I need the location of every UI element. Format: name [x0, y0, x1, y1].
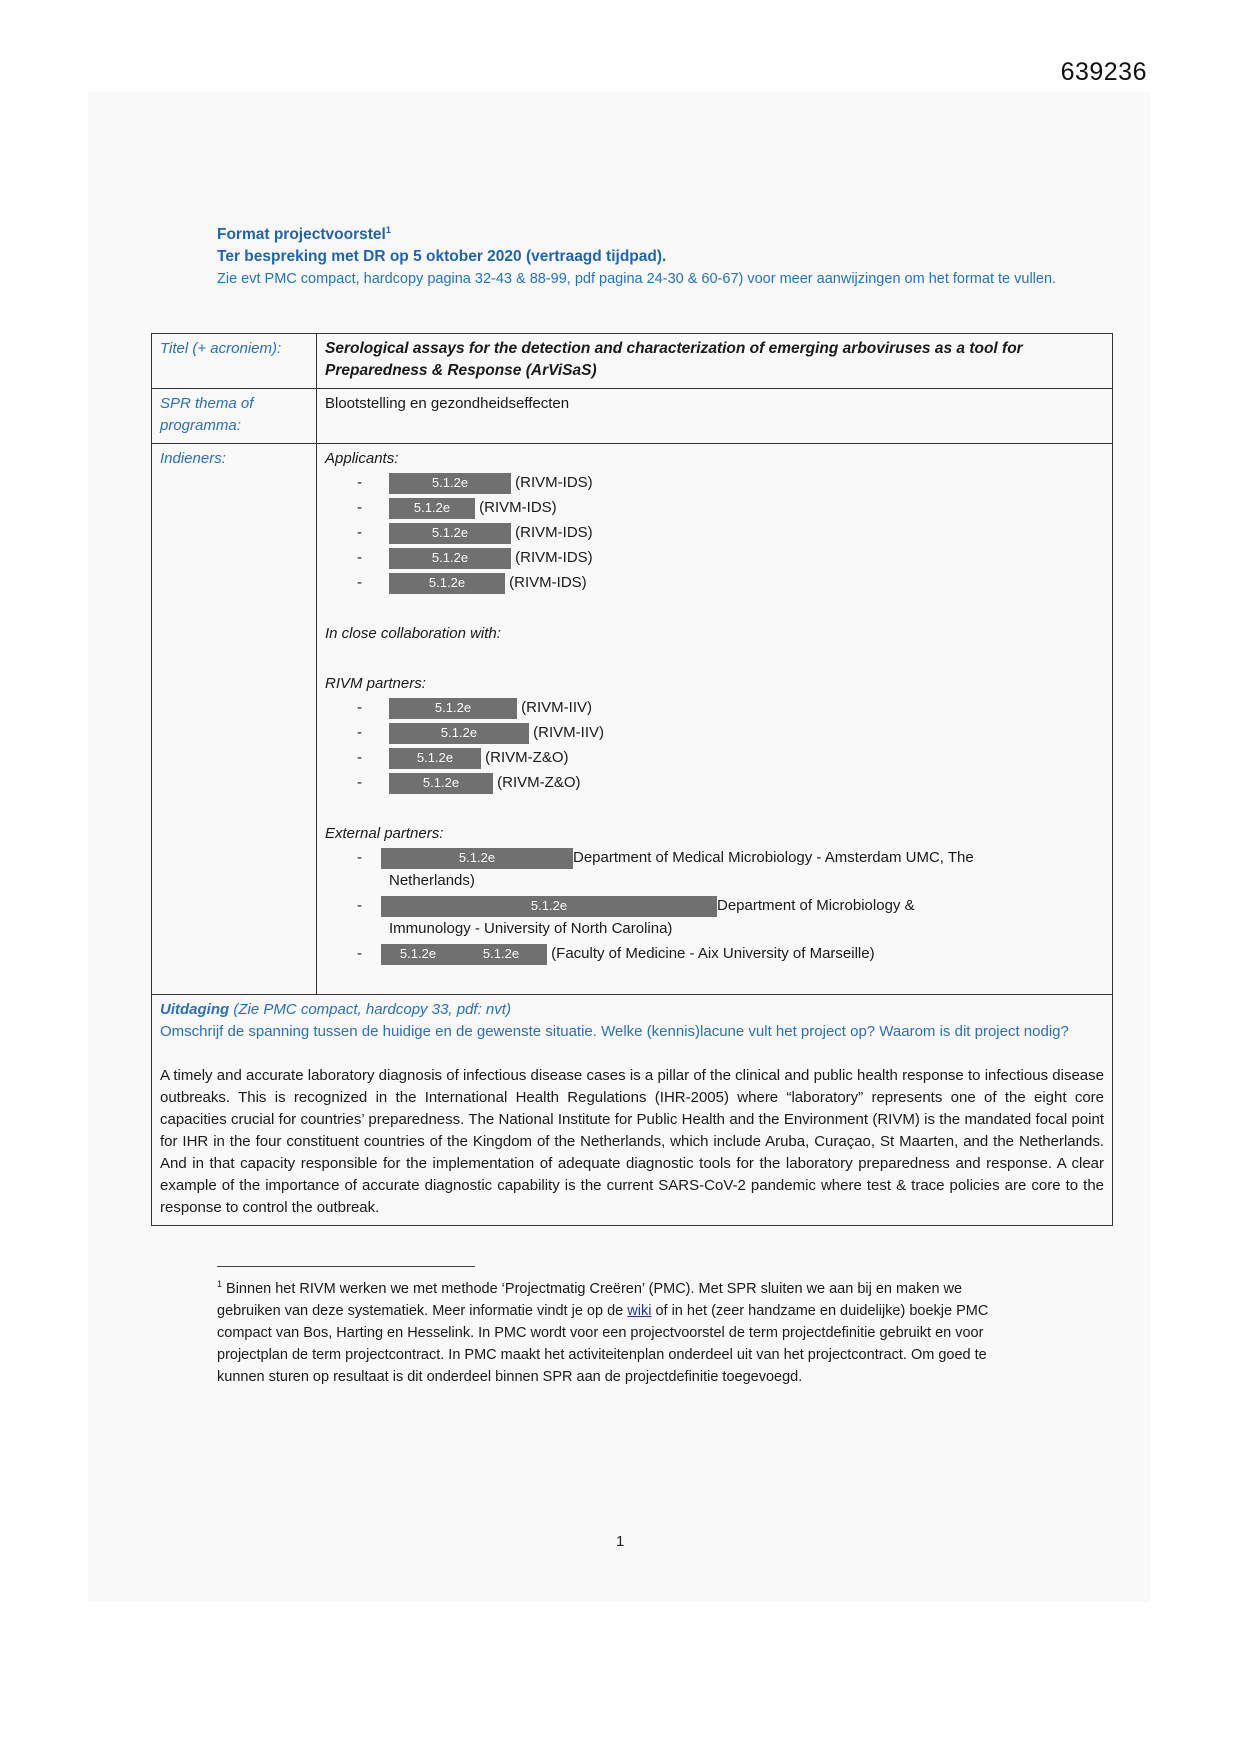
list-item: - 5.1.2e (RIVM-IIV): [325, 722, 1104, 745]
redacted-block: 5.1.2e: [381, 944, 455, 965]
footnote-text: Binnen het RIVM werken we met methode ‘Projectmatig Creëren’ (PMC). Met SPR sluiten we aan bij en maken we gebruiken van deze systematiek. Meer informatie vindt je op de: [217, 1280, 963, 1319]
list-item: - 5.1.2e (RIVM-IDS): [325, 522, 1104, 545]
applicants-label: Indieners:: [152, 444, 317, 995]
redacted-block: 5.1.2e: [389, 573, 505, 594]
header-subtitle: Ter bespreking met DR op 5 oktober 2020 (vertraagd tijdpad).: [217, 248, 667, 266]
header-note: Zie evt PMC compact, hardcopy pagina 32-43 & 88-99, pdf pagina 24-30 & 60-67) voor meer aanwijzingen om het format te vullen.: [217, 271, 1057, 288]
redacted-block: 5.1.2e: [381, 848, 573, 869]
external-partners-list: [325, 847, 1104, 966]
footnote: [217, 1273, 1017, 1388]
affiliation: Department of Microbiology &: [717, 897, 915, 914]
rivm-partners-heading: RIVM partners:: [325, 675, 426, 692]
challenge-label: Uitdaging: [160, 1001, 230, 1018]
affiliation: (RIVM-IDS): [515, 549, 593, 566]
challenge-row: [152, 995, 1113, 1226]
affiliation: (RIVM-IIV): [533, 724, 604, 741]
redacted-block: 5.1.2e: [389, 723, 529, 744]
affiliation: (RIVM-Z&O): [485, 749, 569, 766]
challenge-question: Omschrijf de spanning tussen de huidige en de gewenste situatie. Welke (kennis)lacune vult het project op? Waarom is dit project nodig?: [160, 1023, 1069, 1040]
wiki-link[interactable]: wiki: [627, 1302, 652, 1319]
theme-value: Blootstelling en gezondheidseffecten: [317, 389, 1113, 444]
title-row: [152, 334, 1113, 389]
applicants-row: [152, 444, 1113, 995]
list-item-continuation: [325, 918, 1104, 941]
affiliation: (RIVM-IDS): [515, 524, 593, 541]
title-label: Titel (+ acroniem):: [152, 334, 317, 389]
redacted-block: 5.1.2e: [389, 698, 517, 719]
redacted-block: 5.1.2e: [389, 548, 511, 569]
list-item: - 5.1.2e 5.1.2e (Faculty of Medicine - Aix University of Marseille): [325, 943, 1104, 966]
redacted-block: 5.1.2e: [389, 523, 511, 544]
footnote-marker: 1: [217, 1279, 223, 1289]
redacted-block: 5.1.2e: [389, 748, 481, 769]
challenge-cell: [152, 995, 1113, 1226]
redacted-block: 5.1.2e: [389, 473, 511, 494]
list-item: - 5.1.2e (RIVM-IDS): [325, 547, 1104, 570]
list-item-continuation: [325, 870, 1104, 893]
list-item: - 5.1.2e (RIVM-IDS): [325, 497, 1104, 520]
redacted-block: 5.1.2e: [381, 896, 717, 917]
list-item: - 5.1.2e (RIVM-IDS): [325, 572, 1104, 595]
title-value: Serological assays for the detection and characterization of emerging arboviruses as a tool for Preparedness & Response (ArViSaS): [317, 334, 1113, 389]
applicants-list: [325, 472, 1104, 595]
document-id: 639236: [1060, 58, 1147, 86]
page-number: 1: [616, 1533, 625, 1550]
footnote-text-continued: of in het (zeer handzame en duidelijke) boekje PMC compact van Bos, Harting en Hesselink. In PMC wordt voor een projectvoorstel de term projectdefinitie gebruikt en voor projectplan de term projectcontract. In PMC maakt het activiteitenplan onderdeel uit van het projectcontract. Om goed te kunnen sturen op resultaat is dit onderdeel binnen SPR aan de projectdefinitie toegevoegd.: [217, 1302, 989, 1385]
proposal-form-table: [151, 333, 1113, 1226]
footnote-divider: [217, 1266, 475, 1267]
applicants-heading: Applicants:: [325, 450, 399, 467]
affiliation: (RIVM-IDS): [479, 499, 557, 516]
redacted-block: 5.1.2e: [389, 498, 475, 519]
affiliation: (RIVM-Z&O): [497, 774, 581, 791]
affiliation-continued: Netherlands): [389, 872, 475, 889]
affiliation: (RIVM-IIV): [521, 699, 592, 716]
list-item: - 5.1.2e (RIVM-Z&O): [325, 747, 1104, 770]
redacted-block: 5.1.2e: [389, 773, 493, 794]
affiliation: (RIVM-IDS): [515, 474, 593, 491]
list-item: - 5.1.2e Department of Medical Microbiology - Amsterdam UMC, The: [325, 847, 1104, 870]
theme-row: [152, 389, 1113, 444]
theme-label: SPR thema of programma:: [152, 389, 317, 444]
list-item: - 5.1.2e (RIVM-IIV): [325, 697, 1104, 720]
list-item: - 5.1.2e (RIVM-IDS): [325, 472, 1104, 495]
applicants-cell: [317, 444, 1113, 995]
affiliation: (RIVM-IDS): [509, 574, 587, 591]
rivm-partners-list: [325, 697, 1104, 795]
header-title: Format projectvoorstel$^1$: [217, 225, 391, 244]
challenge-reference: (Zie PMC compact, hardcopy 33, pdf: nvt): [233, 1001, 511, 1018]
affiliation: Department of Medical Microbiology - Amsterdam UMC, The: [573, 849, 974, 866]
affiliation-continued: Immunology - University of North Carolina): [389, 920, 673, 937]
list-item: - 5.1.2e (RIVM-Z&O): [325, 772, 1104, 795]
challenge-body: A timely and accurate laboratory diagnosis of infectious disease cases is a pillar of the clinical and public health response to infectious disease outbreaks. This is recognized in the International Health Regulations (IHR-2005) where “laboratory” represents one of the eight core capacities crucial for countries’ preparedness. The National Institute for Public Health and the Environment (RIVM) is the mandated focal point for IHR in the four constituent countries of the Kingdom of the Netherlands, which include Aruba, Curaçao, St Maarten, and the Netherlands. And in that capacity responsible for the implementation of adequate diagnostic tools for the laboratory preparedness and response. A clear example of the importance of accurate diagnostic capability is the current SARS-CoV-2 pandemic where test & trace policies are core to the response to control the outbreak.: [160, 1067, 1104, 1216]
challenge-heading: [160, 999, 1104, 1021]
collab-heading: In close collaboration with:: [325, 625, 501, 642]
redacted-block: 5.1.2e: [455, 944, 547, 965]
external-partners-heading: External partners:: [325, 825, 444, 842]
document-header: [217, 219, 1097, 290]
affiliation: (Faculty of Medicine - Aix University of Marseille): [551, 945, 875, 962]
list-item: - 5.1.2e Department of Microbiology &: [325, 895, 1104, 918]
